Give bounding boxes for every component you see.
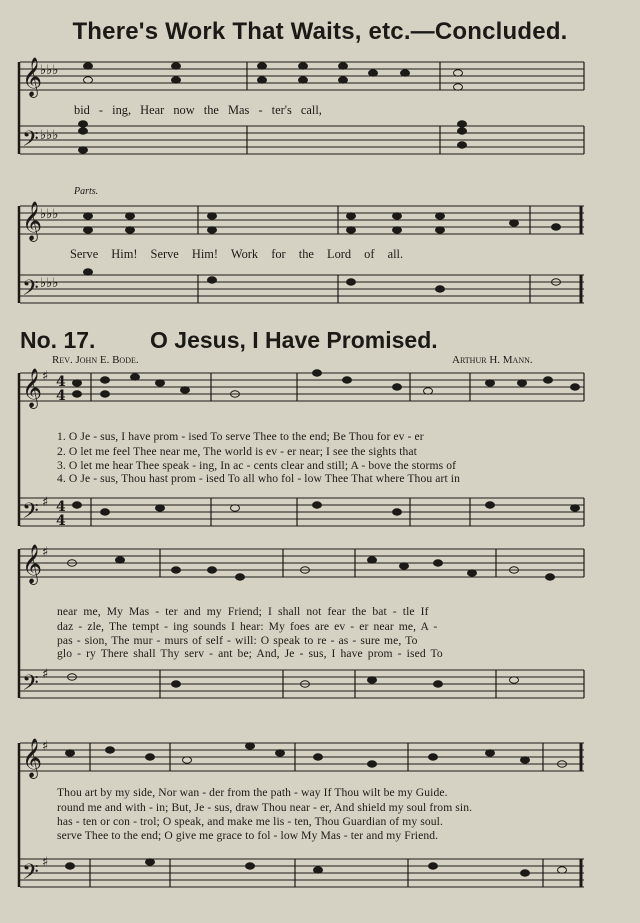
lyric-line-part1: bid - ing, Hear now the Mas - ter's call, [74,103,322,117]
svg-text:𝄢: 𝄢 [22,860,39,890]
svg-text:𝄢: 𝄢 [22,127,39,157]
verse-line: daz - zle, The tempt - ing sounds I hear: My foes are ev - er near me, A - [57,620,438,633]
hymn-title: O Jesus, I Have Promised. [150,327,438,353]
svg-text:♯: ♯ [42,667,49,682]
svg-text:4: 4 [56,513,66,529]
verse-line: 4. O Je - sus, Thou hast prom - ised To all who fol - low Thee That where Thou art in [57,472,460,485]
verse-line: glo - ry There shall Thy serv - ant be; And, Je - sus, I have prom - ised To [57,647,443,660]
svg-text:♭♭♭: ♭♭♭ [40,128,59,143]
verse-line: round me and with - in; But, Je - sus, draw Thou near - er, And shield my soul from sin. [57,801,473,814]
verse-line: 2. O let me feel Thee near me, The world is ev - er near; I see the sights that [57,445,417,458]
verse-line: near me, My Mas - ter and my Friend; I shall not fear the bat - tle If [57,605,429,618]
svg-text:𝄞: 𝄞 [22,201,43,241]
svg-text:𝄢: 𝄢 [22,276,39,306]
verse-line: pas - sion, The mur - murs of self - will: O speak to re - as - sure me, To [57,634,418,647]
svg-text:♭♭♭: ♭♭♭ [40,63,59,78]
svg-text:𝄢: 𝄢 [22,671,39,701]
svg-text:♭♭♭: ♭♭♭ [40,207,59,222]
svg-text:𝄞: 𝄞 [22,368,43,408]
svg-text:𝄞: 𝄞 [22,57,43,97]
svg-text:♭♭♭: ♭♭♭ [40,276,59,291]
svg-text:𝄞: 𝄞 [22,544,43,584]
svg-text:♯: ♯ [42,545,49,560]
svg-text:♯: ♯ [42,495,49,510]
svg-text:♯: ♯ [42,369,49,384]
svg-text:4: 4 [56,499,66,515]
svg-text:♯: ♯ [42,739,49,754]
verse-line: serve Thee to the end; O give me grace to fol - low My Mas - ter and my Friend. [57,829,439,842]
page-title: There's Work That Waits, etc.—Concluded. [72,18,568,45]
verse-line: has - ten or con - trol; O speak, and make me lis - ten, Thou Guardian of my soul. [57,815,443,828]
svg-text:4: 4 [56,388,66,404]
verse-line: 1. O Je - sus, I have prom - ised To serve Thee to the end; Be Thou for ev - er [57,430,424,443]
author-credit: Rev. John E. Bode. [52,354,139,366]
parts-label: Parts. [74,186,99,197]
lyric-line-part2: Serve Him! Serve Him! Work for the Lord of all. [70,247,404,261]
verse-line: 3. O let me hear Thee speak - ing, In ac - cents clear and still; A - bove the storms of [57,459,457,472]
svg-text:𝄢: 𝄢 [22,499,39,529]
verse-line: Thou art by my side, Nor wan - der from the path - way If Thou wilt be my Guide. [57,786,448,799]
composer-credit: Arthur H. Mann. [452,354,533,366]
svg-text:♯: ♯ [42,855,49,870]
hymn-number: No. 17. [20,327,96,353]
svg-text:𝄞: 𝄞 [22,738,43,778]
svg-text:4: 4 [56,374,66,390]
